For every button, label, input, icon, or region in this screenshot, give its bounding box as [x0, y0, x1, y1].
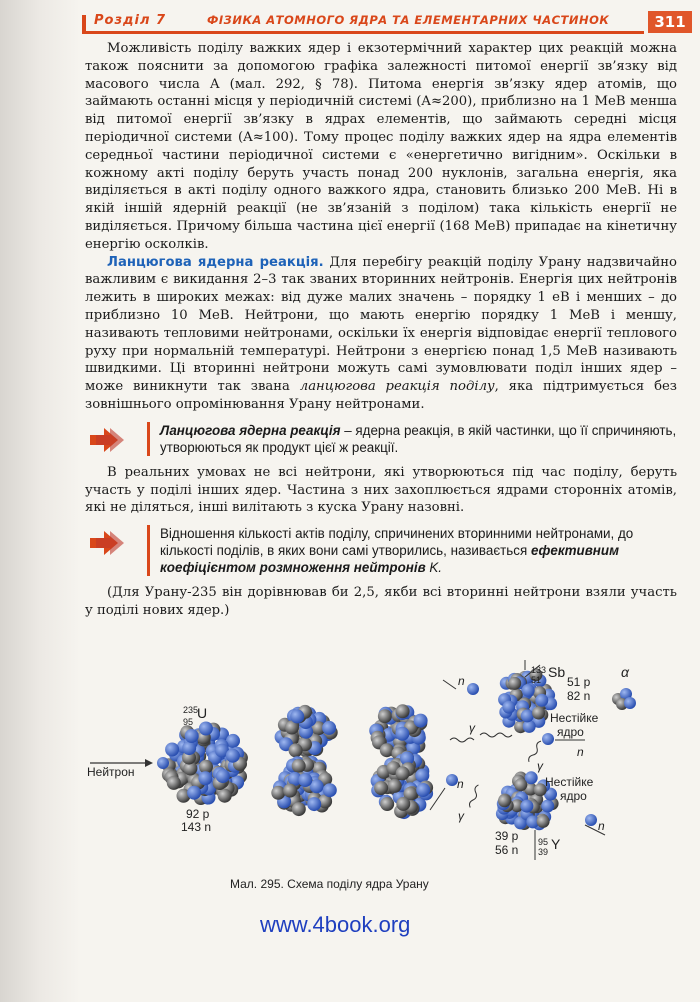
nucleon: [165, 743, 179, 757]
uranium-protons: 92 p: [186, 807, 210, 821]
neutron-symbol-4: n: [598, 819, 605, 833]
nucleon: [226, 749, 240, 763]
nucleon: [182, 741, 196, 755]
main-text: [85, 40, 677, 620]
nucleon: [289, 743, 303, 757]
nucleon: [508, 677, 521, 690]
chain-reaction-heading: Ланцюгова ядерна реакція.: [107, 254, 324, 270]
nucleon: [283, 784, 297, 798]
definition-arrow-icon: [88, 529, 126, 557]
nucleon: [520, 800, 533, 813]
nucleon: [218, 789, 232, 803]
paragraph-2-italic: ланцюгова реакція поділу: [299, 379, 495, 395]
paragraph-4: (Для Урану-235 він дорівнював би 2,5, якби всі вторинні нейтрони взяли участь у поділі нових ядер.): [85, 585, 677, 618]
definition-chain-reaction: [147, 422, 677, 456]
figure-caption: Мал. 295. Схема поділу ядра Урану: [230, 877, 429, 891]
page-header: [82, 13, 692, 35]
paragraph-2-text-b: , яка підтримується без зовнішнього опромінювання Урану нейтронами.: [85, 379, 678, 412]
nucleon: [187, 786, 201, 800]
yttrium-symbol: Y: [551, 836, 561, 852]
definition-arrow-icon: [88, 426, 126, 454]
nucleon: [502, 701, 515, 714]
nucleon: [292, 802, 306, 816]
nucleon: [292, 759, 306, 773]
nucleon: [298, 773, 312, 787]
free-neutron: [157, 757, 169, 769]
yttrium-protons: 39 p: [495, 829, 519, 843]
nucleon: [323, 783, 337, 797]
nucleon: [307, 797, 321, 811]
definition-text: – ядерна реакція, в якій частинки, що її спричиняють, утворюються як продукт цієї ж реакції.: [160, 422, 677, 455]
gamma-symbol-1: γ: [537, 759, 543, 773]
gamma-symbol-3: γ: [458, 809, 464, 823]
nucleon: [322, 721, 336, 735]
nucleon: [416, 783, 430, 797]
unstable-nucleus-label-2: Нестійке: [545, 775, 594, 789]
nucleon: [198, 771, 212, 785]
antimony-mass-number: 133: [531, 665, 547, 675]
nucleon: [415, 769, 429, 783]
neutron-symbol-1: n: [458, 674, 465, 688]
neutron-label: Нейтрон: [87, 765, 135, 779]
nucleon: [532, 707, 545, 720]
neutron-symbol-2: n: [577, 745, 584, 759]
fission-diagram: [85, 660, 685, 890]
free-neutron: [585, 814, 597, 826]
nucleon: [380, 797, 394, 811]
nucleon: [185, 729, 199, 743]
antimony-protons: 51 p: [567, 675, 591, 689]
nucleon: [374, 781, 388, 795]
paragraph-3: В реальних умовах не всі нейтрони, які утворюються під час поділу, беруть участь у поділі інших ядер. Частина з них захоплюється ядрами сторонніх атомів, які не діляться, інші вилітають з куска Урану назовні.: [85, 464, 677, 516]
page-number: 311: [648, 11, 692, 33]
uranium-neutrons: 143 n: [181, 820, 212, 834]
paragraph-2: [85, 254, 677, 414]
nucleon: [395, 727, 409, 741]
nucleon: [535, 694, 548, 707]
nucleon: [396, 797, 410, 811]
nucleon: [514, 778, 527, 791]
definition-multiplication-coefficient: [147, 525, 677, 576]
nucleon: [167, 776, 181, 790]
yttrium-mass-number: 95: [538, 837, 549, 847]
uranium-symbol: U: [197, 705, 208, 721]
uranium-mass-number: 235: [183, 705, 199, 715]
paragraph-1: Можливість поділу важких ядер і екзотермічний характер цих реакцій можна також пояснити за допомогою графіка залежності питомої енергії зв’язку від масового числа A (мал. 292, § 78). Питома енергія зв’язку ядер атомів, що займають останні місця у періодичній системі (A≈200), приблизно на 1 МеВ менша від питомої енергії зв’язку в ядрах елементів, що займають середні місця періодичної системи (A≈100). Тому процес поділу важких ядер на ядра елементів середньої частини періодичної системи є «енергетично вигідним». Оскільки в кожному акті поділу беруть участь понад 200 нуклонів, загальна енергія, яка виділяється в акті поділу одного важкого ядра, становить близько 200 МеВ. Ні в якій іншій ядерній реакції (не зв’язаній з поділом) така кількість енергії не виділяється. Причому більша частина цієї енергії (168 МеВ) припадає на кінетичну енергію осколків.: [85, 41, 677, 252]
free-neutron: [624, 697, 636, 709]
nucleon: [521, 709, 534, 722]
neutron-symbol-3: n: [457, 777, 464, 791]
yttrium-neutrons: 56 n: [495, 843, 519, 857]
paragraph-2-text-a: Для перебігу реакцій поділу Урану надзвичайно важливим є викидання 2–3 так званих вторинних нейтронів. Енергія цих нейтронів лежить в широких межах: від дуже малих значень – порядку 1 еВ і менших – до приблизно 10 МеВ. Нейтрони, що мають енергію порядку 1 МеВ і меншу, називають тепловими нейтронами, оскільки їх енергія відповідає енергії теплового руху при нормальній температурі. Нейтрони з енергією понад 1,5 МеВ називають швидкими. Ці вторинні нейтрони можуть самі зумовлювати поділ інших ядер – може виникнути так звана: [85, 254, 677, 395]
fission-diagram-art: [85, 660, 685, 870]
nucleon: [216, 769, 230, 783]
nucleon: [290, 709, 304, 723]
header-rule: [82, 31, 644, 34]
free-neutron: [467, 683, 479, 695]
nucleon: [378, 709, 392, 723]
gamma-symbol-2: γ: [469, 721, 475, 735]
antimony-symbol: Sb: [548, 664, 566, 680]
antimony-atomic-number: 51: [531, 675, 542, 685]
chapter-title: ФІЗИКА АТОМНОГО ЯДРА ТА ЕЛЕМЕНТАРНИХ ЧАСТИНОК: [207, 13, 610, 27]
nucleon: [396, 704, 410, 718]
definition-term: Ланцюгова ядерна реакція: [160, 422, 341, 438]
free-neutron: [542, 733, 554, 745]
watermark: www.4book.org: [260, 912, 411, 937]
nucleon: [271, 786, 285, 800]
nucleus-group: [157, 664, 636, 830]
definition-2-text: Відношення кількості актів поділу, спричинених вторинними нейтронами, до кількості поділів, в яких вони самі утворились, називається: [160, 526, 634, 559]
alpha-symbol: α: [621, 664, 629, 680]
nucleon: [537, 815, 550, 828]
nucleon: [498, 794, 511, 807]
nucleon: [199, 722, 213, 736]
nucleon: [396, 766, 410, 780]
nucleon: [388, 779, 402, 793]
nucleon: [414, 714, 428, 728]
unstable-nucleus-label-1: Нестійке: [550, 711, 599, 725]
nucleon: [541, 800, 554, 813]
yttrium-atomic-number: 39: [538, 847, 549, 857]
unstable-nucleus-label-1b: ядро: [557, 725, 584, 739]
definition-2-term: ефективним коефіцієнтом розмноження нейтронів: [160, 543, 619, 576]
antimony-neutrons: 82 n: [567, 689, 591, 703]
section-label: Розділ 7: [94, 13, 167, 28]
uranium-atomic-number: 95: [183, 717, 194, 727]
definition-2-symbol: K.: [425, 560, 443, 576]
unstable-nucleus-label-2b: ядро: [560, 789, 587, 803]
